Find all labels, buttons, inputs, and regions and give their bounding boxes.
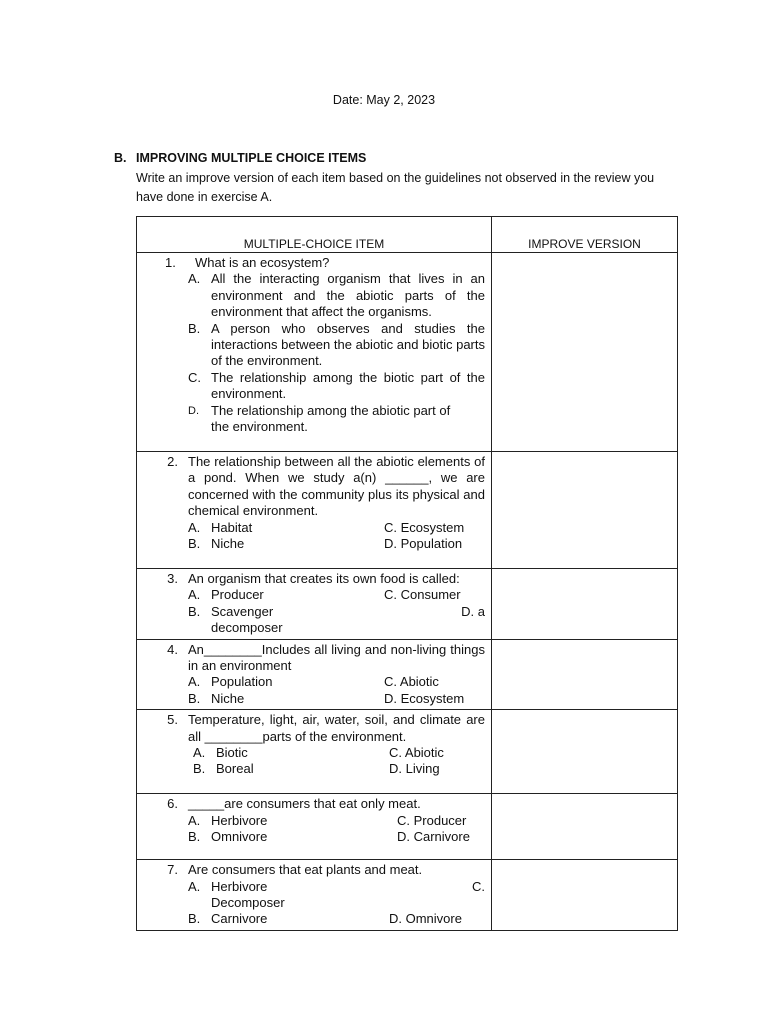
question-text: An________Includes all living and non-living things in an environment bbox=[188, 641, 485, 674]
option-letter: A. bbox=[193, 745, 206, 761]
question-text: _____are consumers that eat only meat. bbox=[188, 796, 421, 812]
table-row bbox=[137, 452, 678, 569]
header-improve-version: IMPROVE VERSION bbox=[492, 217, 678, 253]
section-letter: B. bbox=[114, 151, 127, 165]
option-text: D. Carnivore bbox=[397, 829, 470, 845]
option-text: Decomposer bbox=[211, 895, 285, 911]
option-letter: B. bbox=[188, 603, 201, 619]
question-number: 1. bbox=[165, 255, 176, 270]
option-text: The relationship among the abiotic part of the environment. bbox=[211, 402, 451, 435]
question-number: 7. bbox=[167, 862, 178, 878]
option-letter: A. bbox=[188, 674, 201, 690]
option-text: Niche bbox=[211, 536, 245, 552]
option-letter: C. bbox=[188, 369, 201, 385]
question-number: 5. bbox=[167, 712, 178, 728]
improve-version-cell[interactable] bbox=[492, 569, 678, 640]
improve-version-cell[interactable] bbox=[492, 452, 678, 569]
improve-version-cell[interactable] bbox=[492, 794, 678, 860]
question-number: 4. bbox=[167, 641, 178, 657]
option-text: Omnivore bbox=[211, 829, 268, 845]
option-text: decomposer bbox=[211, 620, 283, 636]
improve-version-cell[interactable] bbox=[492, 710, 678, 794]
question-text: The relationship between all the abiotic elements of a pond. When we study a(n) ______, we are concerned with the community plus its physical and chemical environment. bbox=[188, 454, 485, 519]
option-letter: A. bbox=[188, 271, 201, 287]
section-instructions: Write an improve version of each item based on the guidelines not observed in the review you have done in exercise A. bbox=[136, 171, 655, 204]
question-cell bbox=[137, 452, 492, 569]
question-number: 6. bbox=[167, 796, 178, 812]
option-letter: A. bbox=[188, 878, 201, 894]
table-row bbox=[137, 639, 678, 710]
question-text: An organism that creates its own food is called: bbox=[188, 571, 460, 586]
section-title: IMPROVING MULTIPLE CHOICE ITEMS bbox=[136, 151, 367, 165]
option-text: D. a bbox=[461, 603, 485, 619]
option-text: Carnivore bbox=[211, 911, 268, 927]
document-date: Date: May 2, 2023 bbox=[332, 93, 436, 107]
option-letter: D. bbox=[188, 404, 199, 417]
option-letter: A. bbox=[188, 519, 201, 535]
question-text: What is an ecosystem? bbox=[195, 255, 330, 270]
option-text: C. Abiotic bbox=[389, 745, 444, 761]
table-header-row bbox=[137, 217, 678, 253]
option-text: D. Living bbox=[389, 761, 440, 777]
option-text: Habitat bbox=[211, 519, 253, 535]
option-text: D. Ecosystem bbox=[384, 690, 465, 706]
improve-version-cell[interactable] bbox=[492, 860, 678, 931]
option-letter: B. bbox=[188, 320, 201, 336]
option-text: A person who observes and studies the interactions between the abiotic and biotic parts of the environment. bbox=[211, 320, 485, 369]
option-text: All the interacting organism that lives in an environment and the abiotic parts of the environment that affect the organisms. bbox=[211, 271, 485, 320]
option-text: Scavenger bbox=[211, 603, 274, 619]
option-letter: A. bbox=[188, 587, 201, 603]
option-letter: B. bbox=[188, 911, 201, 927]
improve-version-cell[interactable] bbox=[492, 253, 678, 452]
option-text: Producer bbox=[211, 587, 264, 603]
question-cell bbox=[137, 639, 492, 710]
table-row bbox=[137, 569, 678, 640]
multiple-choice-table bbox=[136, 216, 678, 931]
option-letter: B. bbox=[188, 536, 201, 552]
option-text: C. Consumer bbox=[384, 587, 461, 603]
question-number: 2. bbox=[167, 454, 178, 469]
option-letter: B. bbox=[188, 690, 201, 706]
option-text: C. Ecosystem bbox=[384, 519, 465, 535]
table-row bbox=[137, 860, 678, 931]
option-letter: B. bbox=[193, 761, 206, 777]
option-text: Biotic bbox=[216, 745, 248, 761]
question-number: 3. bbox=[167, 571, 178, 586]
option-text: Population bbox=[211, 674, 273, 690]
header-multiple-choice-item: MULTIPLE-CHOICE ITEM bbox=[137, 217, 492, 253]
question-text: Temperature, light, air, water, soil, and climate are all ________parts of the environment. bbox=[188, 712, 485, 744]
option-letter: B. bbox=[188, 829, 201, 845]
option-text: Herbivore bbox=[211, 812, 268, 828]
question-cell bbox=[137, 710, 492, 794]
option-text: Herbivore bbox=[211, 878, 268, 894]
option-text: D. Omnivore bbox=[389, 911, 462, 927]
option-text: C. Abiotic bbox=[384, 674, 439, 690]
option-text: The relationship among the biotic part of the environment. bbox=[211, 369, 485, 402]
option-letter: A. bbox=[188, 812, 201, 828]
question-cell bbox=[137, 860, 492, 931]
question-cell bbox=[137, 569, 492, 640]
option-text: D. Population bbox=[384, 536, 463, 552]
question-text: Are consumers that eat plants and meat. bbox=[188, 862, 423, 878]
question-cell bbox=[137, 253, 492, 452]
option-text: C. Producer bbox=[397, 812, 467, 828]
option-text: C. bbox=[472, 878, 485, 894]
improve-version-cell[interactable] bbox=[492, 639, 678, 710]
table-row bbox=[137, 253, 678, 452]
table-row bbox=[137, 794, 678, 860]
question-cell bbox=[137, 794, 492, 860]
option-text: Boreal bbox=[216, 761, 254, 777]
table-row bbox=[137, 710, 678, 794]
option-text: Niche bbox=[211, 690, 245, 706]
